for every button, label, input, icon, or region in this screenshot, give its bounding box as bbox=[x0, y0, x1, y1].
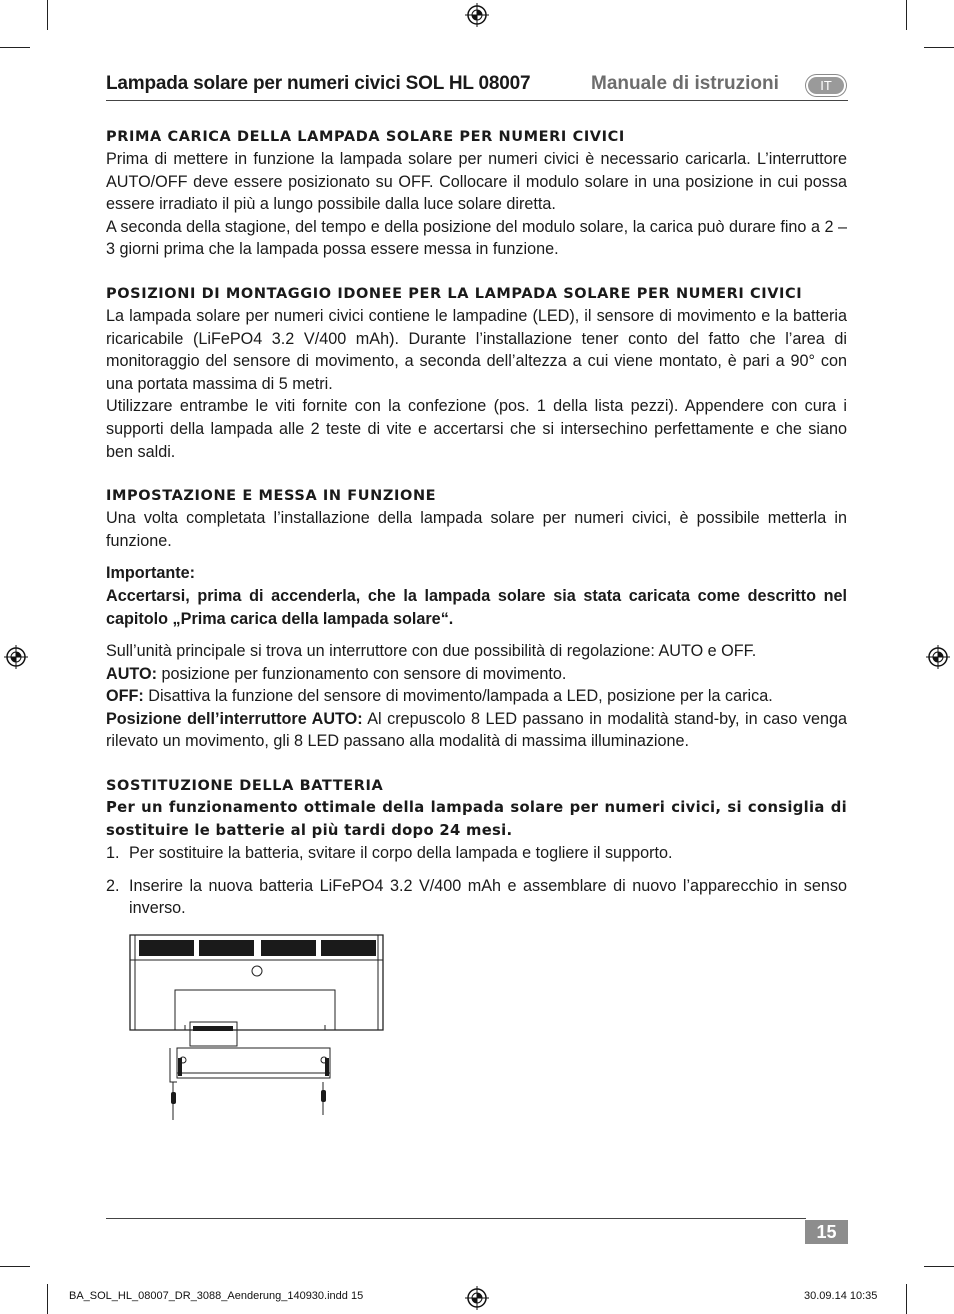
list-item-number: 2. bbox=[106, 876, 120, 895]
language-badge: IT bbox=[806, 75, 846, 96]
list-item-number: 1. bbox=[106, 844, 120, 863]
crop-mark bbox=[47, 0, 48, 30]
crop-mark bbox=[906, 0, 907, 30]
crop-mark bbox=[924, 47, 954, 48]
footer-divider bbox=[106, 1218, 806, 1219]
auto-position-text: Al crepuscolo 8 LED passano in modalità stand-by, in caso venga rilevato un movimento, gli 8 LED passano alla modalità di massima illuminazione. bbox=[106, 709, 848, 751]
header-divider bbox=[106, 100, 848, 101]
crop-mark bbox=[0, 1266, 30, 1267]
main-content bbox=[106, 126, 847, 920]
lamp-assembly-illustration bbox=[125, 930, 387, 1125]
paragraph: Una volta completata l’installazione della lampada solare per numeri civici, è possibile metterla in funzione. bbox=[106, 509, 847, 550]
important-label: Importante: bbox=[106, 564, 196, 583]
paragraph: Utilizzare entrambe le viti fornite con la confezione (pos. 1 della lista pezzi). Appendere con cura i supporti della lampada alle 2 teste di vite e accertarsi che si intersechino perfettamente e che siano ben saldi. bbox=[106, 397, 847, 461]
page-number: 15 bbox=[805, 1220, 848, 1244]
off-text: Disattiva la funzione del sensore di movimento/lampada a LED, posizione per la carica. bbox=[143, 687, 773, 706]
registration-mark-icon bbox=[926, 645, 950, 669]
registration-mark-icon bbox=[4, 645, 28, 669]
off-label: OFF: bbox=[106, 687, 144, 706]
auto-position-label: Posizione dell’interruttore AUTO: bbox=[106, 709, 363, 728]
section-heading: PRIMA CARICA DELLA LAMPADA SOLARE PER NUMERI CIVICI bbox=[106, 129, 625, 145]
crop-mark bbox=[924, 1266, 954, 1267]
auto-text: posizione per funzionamento con sensore di movimento. bbox=[156, 664, 567, 683]
list-item-text: Per sostituire la batteria, svitare il corpo della lampada e togliere il supporto. bbox=[129, 844, 673, 863]
list-item bbox=[106, 842, 847, 865]
paragraph: Prima di mettere in funzione la lampada solare per numeri civici è necessario caricarla. L’interruttore AUTO/OFF deve essere posizionato su OFF. Collocare il modulo solare in una posizione in cui possa essere irradiato il più a lungo possibile dalla luce solare diretta. bbox=[106, 150, 847, 214]
section-heading: POSIZIONI DI MONTAGGIO IDONEE PER LA LAMPADA SOLARE PER NUMERI CIVICI bbox=[106, 285, 803, 302]
file-slug: BA_SOL_HL_08007_DR_3088_Aenderung_140930.indd 15 bbox=[69, 1290, 364, 1302]
paragraph: A seconda della stagione, del tempo e della posizione del modulo solare, la carica può durare fino a 2 – 3 giorni prima che la lampada possa essere messa in funzione. bbox=[106, 217, 847, 259]
auto-position-description bbox=[106, 708, 847, 753]
battery-recommendation: Per un funzionamento ottimale della lampada solare per numeri civici, si consiglia di sostituire le batterie al più tardi dopo 24 mesi. bbox=[106, 799, 847, 839]
paragraph: La lampada solare per numeri civici contiene le lampadine (LED), il sensore di movimento e la batteria ricaricabile (LiFePO4 3.2 V/400 mAh). Durante l’installazione tener conto del fatto che l’area di monitoraggio del sensore di movimento, a seconda dell’altezza a cui viene montato, è pari a 90° con una portata massima di 5 metri. bbox=[106, 306, 847, 393]
section-heading: IMPOSTAZIONE E MESSA IN FUNZIONE bbox=[106, 488, 437, 505]
list-item-text: Inserire la nuova batteria LiFePO4 3.2 V/400 mAh e assemblare di nuovo l’apparecchio in senso inverso. bbox=[129, 876, 847, 918]
registration-mark-icon bbox=[465, 3, 489, 27]
crop-mark bbox=[47, 1284, 48, 1314]
auto-description bbox=[106, 663, 847, 686]
registration-mark-icon bbox=[465, 1286, 489, 1310]
list-item bbox=[106, 875, 847, 920]
crop-mark bbox=[0, 47, 30, 48]
important-note: Accertarsi, prima di accenderla, che la lampada solare sia stata caricata come descritto nel capitolo „Prima carica della lampada solare“. bbox=[106, 586, 847, 628]
manual-label: Manuale di istruzioni bbox=[591, 73, 779, 94]
paragraph: Sull’unità principale si trova un interruttore con due possibilità di regolazione: AUTO e OFF. bbox=[106, 642, 757, 661]
print-timestamp: 30.09.14 10:35 bbox=[804, 1290, 878, 1302]
section-heading: SOSTITUZIONE DELLA BATTERIA bbox=[106, 778, 384, 795]
auto-label: AUTO: bbox=[106, 664, 157, 683]
document-title: Lampada solare per numeri civici SOL HL 08007 bbox=[106, 73, 531, 94]
crop-mark bbox=[906, 1284, 907, 1314]
off-description bbox=[106, 685, 847, 708]
